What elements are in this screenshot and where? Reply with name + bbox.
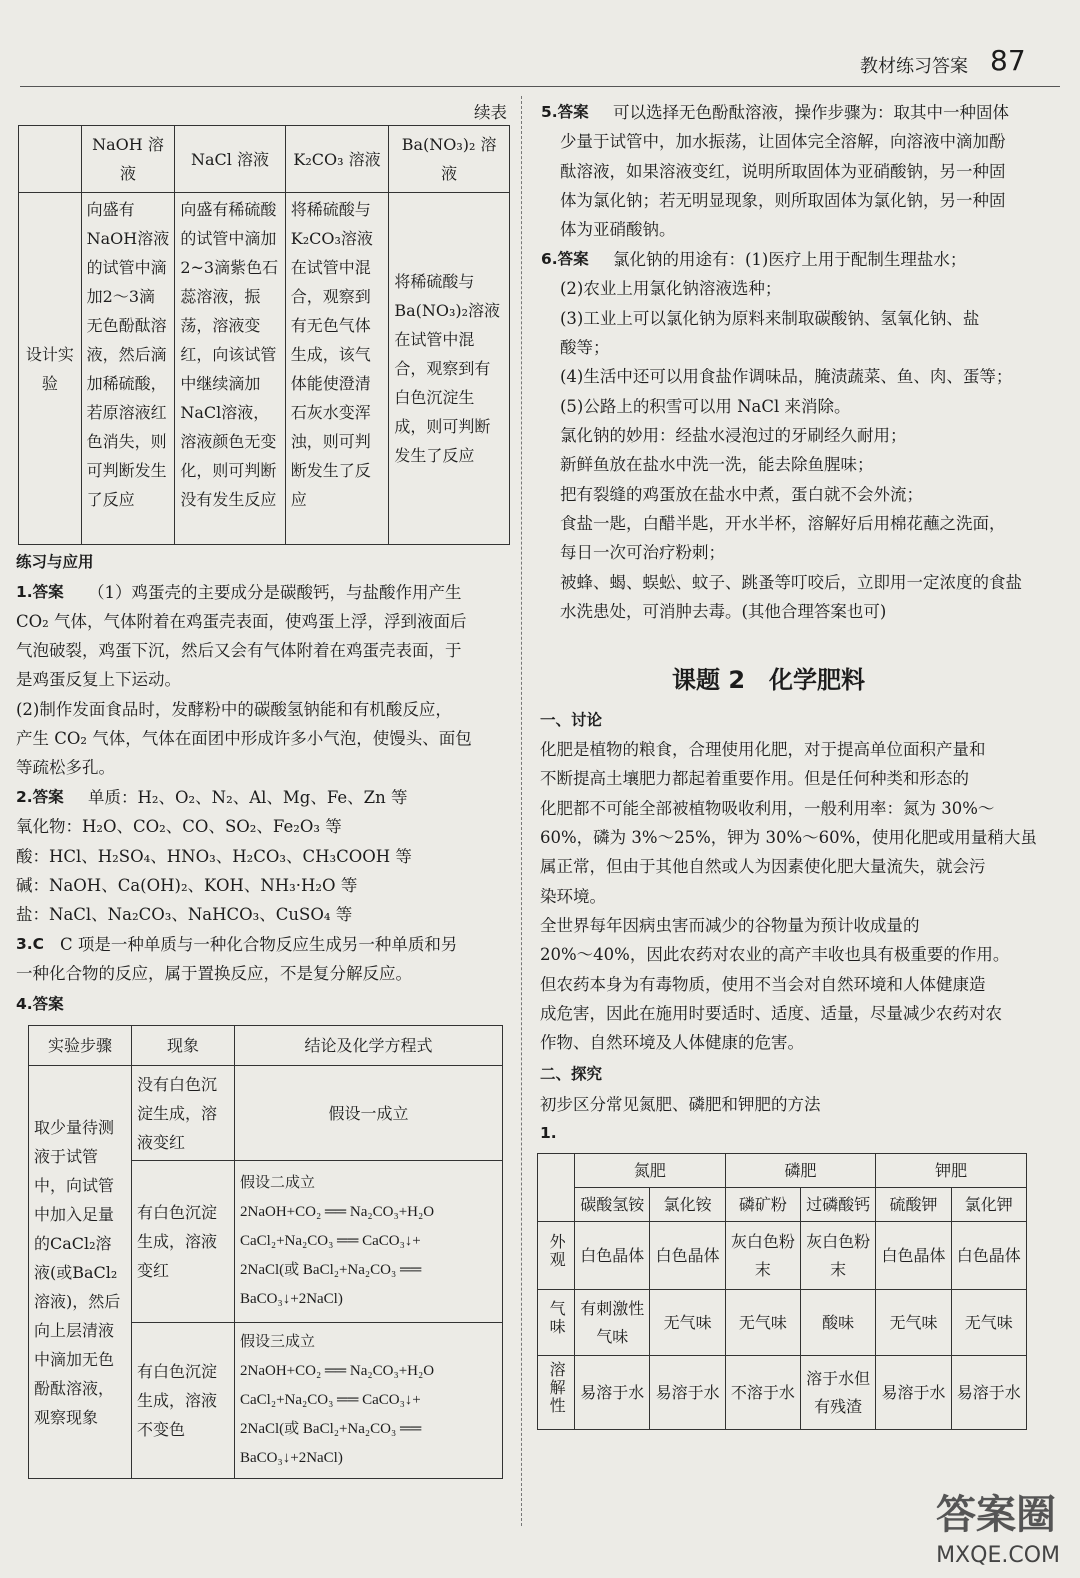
table-cell: 灰白色粉末 <box>801 1222 876 1290</box>
row-label-text: 外观 <box>547 1233 567 1269</box>
answer-line: 氯化钠的妙用：经盐水浸泡过的牙刷经久耐用； <box>560 426 907 445</box>
table-cell: 假设一成立 <box>235 1066 503 1161</box>
answer-line: 可以选择无色酚酞溶液，操作步骤为：取其中一种固体 <box>613 103 1009 122</box>
section-title: 练习与应用 <box>16 553 94 571</box>
table-cell: 向盛有NaOH溶液的试管中滴加2～3滴无色酚酞溶液，然后滴加稀硫酸，若原溶液红色消失，则可判断发生了反应 <box>81 193 175 545</box>
table-header-cell <box>19 126 82 193</box>
page-number: 87 <box>990 44 1026 77</box>
answer-line: 氧化物：H₂O、CO₂、CO、SO₂、Fe₂O₃ 等 <box>16 817 342 836</box>
paragraph-line: 20%～40%，因此农药对农业的高产丰收也具有极重要的作用。 <box>540 945 1010 964</box>
table-cell: 将稀硫酸与Ba(NO₃)₂溶液在试管中混合，观察到有白色沉淀生成，则可判断发生了反应 <box>389 193 510 545</box>
row-label <box>538 1356 575 1430</box>
table-cell: 酸味 <box>801 1290 876 1356</box>
row-label-text: 气味 <box>547 1300 567 1336</box>
watermark-logo: 答案圈 <box>936 1492 1056 1538</box>
answer-line: 新鲜鱼放在盐水中洗一洗，能去除鱼腥味； <box>560 455 874 474</box>
answer-line: 是鸡蛋反复上下运动。 <box>16 670 181 689</box>
answer-line: (5)公路上的积雪可以用 NaCl 来消除。 <box>560 397 851 416</box>
answer-line: 酸等； <box>560 338 610 357</box>
equation-line: BaCO₃↓+2NaCl) <box>240 1450 343 1466</box>
answer-label: 6.答案 <box>541 250 589 268</box>
table-header-cell: 现象 <box>132 1026 235 1066</box>
paragraph-line: 成危害，因此在施用时要适时、适度、适量，尽量减少农药对农 <box>540 1004 1002 1023</box>
paragraph-line: 染环境。 <box>540 887 606 906</box>
table-header-cell: 硫酸钾 <box>876 1188 951 1222</box>
answer-line: 氯化钠的用途有：(1)医疗上用于配制生理盐水； <box>613 250 967 269</box>
answer-line: 食盐一匙，白醋半匙，开水半杯，溶解好后用棉花蘸之洗面， <box>560 514 1006 533</box>
continued-label: 续表 <box>474 103 507 122</box>
table-header-cell: NaCl 溶液 <box>175 126 285 193</box>
table-cell: 灰白色粉末 <box>725 1222 800 1290</box>
equation-line: 假设二成立 <box>240 1175 316 1191</box>
paragraph-line: 全世界每年因病虫害而减少的谷物量为预计收成量的 <box>540 916 920 935</box>
table-cell: 有白色沉淀生成，溶液变红 <box>132 1161 235 1323</box>
table-header-cell: 碳酸氢铵 <box>575 1188 650 1222</box>
answer-label: 4.答案 <box>16 995 64 1013</box>
answer-label: 5.答案 <box>541 103 589 121</box>
table-header-cell: 磷矿粉 <box>725 1188 800 1222</box>
answer-line: 气泡破裂，鸡蛋下沉，然后又会有气体附着在鸡蛋壳表面，于 <box>16 641 462 660</box>
table-header-cell: K₂CO₃ 溶液 <box>285 126 389 193</box>
paragraph-line: 属正常，但由于其他自然或人为因素使化肥大量流失，就会污 <box>540 857 986 876</box>
table-cell: 有白色沉淀生成，溶液不变色 <box>132 1323 235 1479</box>
table-cell: 溶于水但有残渣 <box>801 1356 876 1430</box>
equation-line: 2NaCl(或 BaCl₂+Na₂CO₃ ══ <box>240 1421 422 1437</box>
answer-line: 等疏松多孔。 <box>16 758 115 777</box>
table-group-header: 氮肥 <box>575 1154 726 1188</box>
answer-line: (3)工业上可以氯化钠为原料来制取碳酸钠、氢氧化钠、盐 <box>560 309 980 328</box>
answer-line: 把有裂缝的鸡蛋放在盐水中煮，蛋白就不会外流； <box>560 485 923 504</box>
answer-line: 一种化合物的反应，属于置换反应，不是复分解反应。 <box>16 964 412 983</box>
table-cell: 易溶于水 <box>876 1356 951 1430</box>
answer-line: 体为亚硝酸钠。 <box>560 220 676 239</box>
answer-line: 单质：H₂、O₂、N₂、Al、Mg、Fe、Zn 等 <box>88 788 408 807</box>
table-cell: 不溶于水 <box>725 1356 800 1430</box>
table-header-cell: 氯化钾 <box>951 1188 1026 1222</box>
paragraph-line: 不断提高土壤肥力都起着重要作用。但是任何种类和形态的 <box>540 769 969 788</box>
section-title: 二、探究 <box>540 1065 603 1083</box>
header-title: 教材练习答案 <box>860 56 968 77</box>
table-header-cell: 过磷酸钙 <box>801 1188 876 1222</box>
table-cell: 易溶于水 <box>951 1356 1026 1430</box>
paragraph-line: 作物、自然环境及人体健康的危害。 <box>540 1033 804 1052</box>
row-label: 设计实验 <box>19 193 82 545</box>
paragraph-line: 60%，磷为 3%～25%，钾为 30%～60%，使用化肥或用量稍大虽 <box>540 828 1037 847</box>
answer-line: 酸：HCl、H₂SO₄、HNO₃、H₂CO₃、CH₃COOH 等 <box>16 847 412 866</box>
paragraph-line: 但农药本身为有毒物质，使用不当会对自然环境和人体健康造 <box>540 975 986 994</box>
header-rule <box>20 86 1060 87</box>
table-cell: 无气味 <box>876 1290 951 1356</box>
paragraph-line: 化肥都不可能全部被植物吸收利用，一般利用率：氮为 30%～ <box>540 799 995 818</box>
answer-line: 体为氯化钠；若无明显现象，则所取固体为氯化钠，另一种固 <box>560 191 1006 210</box>
equation-line: 2NaOH+CO₂ ══ Na₂CO₃+H₂O <box>240 1204 435 1220</box>
table-cell: 易溶于水 <box>575 1356 650 1430</box>
answer-line: (2)制作发面食品时，发酵粉中的碳酸氢钠能和有机酸反应， <box>16 700 452 719</box>
answer-line: (4)生活中还可以用食盐作调味品，腌渍蔬菜、鱼、肉、蛋等； <box>560 367 1013 386</box>
table-cell: 有刺激性气味 <box>575 1290 650 1356</box>
answer-label: 3.C <box>16 935 45 953</box>
equation-line: 2NaCl(或 BaCl₂+Na₂CO₃ ══ <box>240 1262 422 1278</box>
answer-line: (2)农业上用氯化钠溶液选种； <box>560 279 782 298</box>
answer-line: 每日一次可治疗粉刺； <box>560 543 725 562</box>
answer-line: CO₂ 气体，气体附着在鸡蛋壳表面，使鸡蛋上浮，浮到液面后 <box>16 612 467 631</box>
table-cell: 白色晶体 <box>951 1222 1026 1290</box>
table-cell: 白色晶体 <box>650 1222 725 1290</box>
answer-line: C 项是一种单质与一种化合物反应生成另一种单质和另 <box>60 935 458 954</box>
equation-line: 2NaOH+CO₂ ══ Na₂CO₃+H₂O <box>240 1363 435 1379</box>
section-title: 一、讨论 <box>540 711 603 729</box>
answer-line: 盐：NaCl、Na₂CO₃、NaHCO₃、CuSO₄ 等 <box>16 905 353 924</box>
table-header-cell: 结论及化学方程式 <box>235 1026 503 1066</box>
answer-line: 碱：NaOH、Ca(OH)₂、KOH、NH₃·H₂O 等 <box>16 876 358 895</box>
table-cell <box>235 1323 503 1479</box>
equation-line: CaCl₂+Na₂CO₃ ══ CaCO₃↓+ <box>240 1392 421 1408</box>
equation-line: 假设三成立 <box>240 1334 316 1350</box>
equation-line: BaCO₃↓+2NaCl) <box>240 1291 343 1307</box>
table-header-cell: 氯化铵 <box>650 1188 725 1222</box>
fertilizer-table <box>537 1153 1027 1430</box>
row-label-text: 溶解性 <box>547 1361 567 1415</box>
table-header-cell: 实验步骤 <box>29 1026 132 1066</box>
answer-line: 被蜂、蝎、蜈蚣、蚊子、跳蚤等叮咬后，立即用一定浓度的食盐 <box>560 573 1022 592</box>
paragraph-line: 初步区分常见氮肥、磷肥和钾肥的方法 <box>540 1095 821 1114</box>
item-number: 1. <box>540 1124 557 1142</box>
column-divider <box>521 96 522 1526</box>
table-cell: 易溶于水 <box>650 1356 725 1430</box>
answer-line: 水洗患处，可消肿去毒。(其他合理答案也可) <box>560 602 887 621</box>
row-label <box>538 1222 575 1290</box>
watermark-url: MXQE.COM <box>936 1543 1060 1568</box>
table-cell: 向盛有稀硫酸的试管中滴加2~3滴紫色石蕊溶液，振荡，溶液变红，向该试管中继续滴加NaCl溶液，溶液颜色无变化，则可判断没有发生反应 <box>175 193 285 545</box>
answer-label: 1.答案 <box>16 583 64 601</box>
equation-line: CaCl₂+Na₂CO₃ ══ CaCO₃↓+ <box>240 1233 421 1249</box>
answer-label: 2.答案 <box>16 788 64 806</box>
row-label <box>538 1290 575 1356</box>
table-header-cell: Ba(NO₃)₂ 溶液 <box>389 126 510 193</box>
table-group-header: 磷肥 <box>725 1154 876 1188</box>
answer-line: （1）鸡蛋壳的主要成分是碳酸钙，与盐酸作用产生 <box>88 583 462 602</box>
table-cell: 无气味 <box>650 1290 725 1356</box>
table-cell: 无气味 <box>725 1290 800 1356</box>
answer-line: 少量于试管中，加水振荡，让固体完全溶解，向溶液中滴加酚 <box>560 132 1006 151</box>
table-cell: 无气味 <box>951 1290 1026 1356</box>
answer-line: 产生 CO₂ 气体，气体在面团中形成许多小气泡，使馒头、面包 <box>16 729 472 748</box>
paragraph-line: 化肥是植物的粮食，合理使用化肥，对于提高单位面积产量和 <box>540 740 986 759</box>
answer-line: 酞溶液，如果溶液变红，说明所取固体为亚硝酸钠，另一种固 <box>560 162 1006 181</box>
table-cell: 取少量待测液于试管中，向试管中加入足量的CaCl₂溶液(或BaCl₂溶液)，然后向上层清液中滴加无色酚酞溶液，观察现象 <box>29 1066 132 1479</box>
hypothesis-table <box>28 1025 503 1479</box>
table-cell: 白色晶体 <box>575 1222 650 1290</box>
table-cell: 没有白色沉淀生成，溶液变红 <box>132 1066 235 1161</box>
table-cell: 白色晶体 <box>876 1222 951 1290</box>
table-cell <box>235 1161 503 1323</box>
lesson-title: 课题 2 化学肥料 <box>672 666 866 694</box>
experiment-table <box>18 125 510 545</box>
table-group-header: 钾肥 <box>876 1154 1027 1188</box>
table-header-cell: NaOH 溶液 <box>81 126 175 193</box>
table-corner-cell <box>538 1154 575 1222</box>
table-cell: 将稀硫酸与K₂CO₃溶液在试管中混合，观察到有无色气体生成，该气体能使澄清石灰水变浑浊，则可判断发生了反应 <box>285 193 389 545</box>
